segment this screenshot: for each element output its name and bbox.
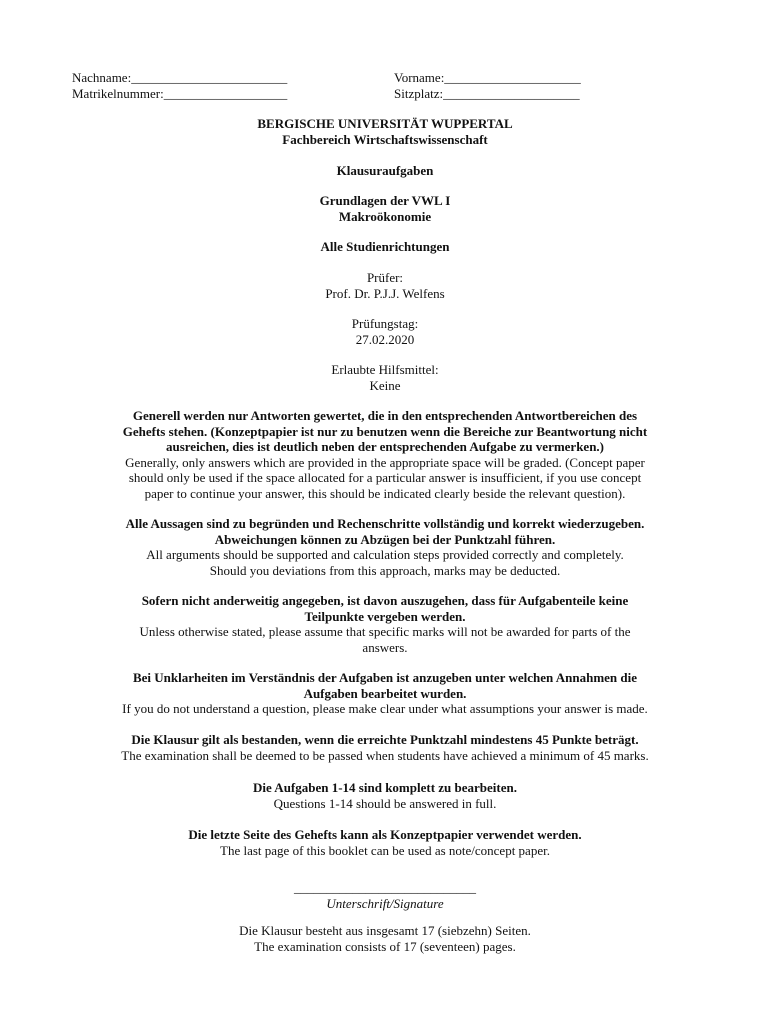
signature-block: [60, 880, 710, 911]
title-block: [60, 116, 710, 147]
examiner: Prüfer: Prof. Dr. P.J.J. Welfens: [325, 270, 445, 301]
signature-line: ____________________________: [294, 880, 476, 895]
university-name: BERGISCHE UNIVERSITÄT WUPPERTAL: [257, 116, 513, 131]
rule-3: Sofern nicht anderweitig angegeben, ist davon auszugehen, dass für Aufgabenteile keine Teilpunkte vergeben werden. Unless otherwise stated, please assume that specific marks will not be awarded for parts of the answers.: [139, 593, 631, 655]
signature-label: Unterschrift/Signature: [326, 895, 444, 911]
audience: Alle Studienrichtungen: [320, 239, 450, 254]
vorname-field: Vorname:_____________________: [394, 70, 581, 85]
allowed-aids: Erlaubte Hilfsmittel: Keine: [331, 362, 439, 393]
rule-1: Generell werden nur Antworten gewertet, die in den entsprechenden Antwortbereichen des Gehefts stehen. (Konzeptpapier ist nur zu benutzen wenn die Bereiche zur Beantwortung nicht ausreichen, dies ist deutlich neben der entsprechenden Aufgabe zu vermerken.) Generally, only answers which are provided in the appropriate space will be graded. (Concept paper should only be used if the space allocated for a particular answer is insufficient, if you use concept paper to continue your answer, this should be indicated clearly beside the relevant question).: [122, 408, 648, 501]
doc-type: Klausuraufgaben: [336, 163, 434, 178]
rule-2: Alle Aussagen sind zu begründen und Rechenschritte vollständig und korrekt wiederzugeben. Abweichungen können zu Abzügen bei der Punktzahl führen. All arguments should be supported and calculation steps provided correctly and completely. Should you deviations from this approach, marks may be deducted.: [125, 516, 645, 578]
sitzplatz-field: Sitzplatz:_____________________: [394, 86, 580, 101]
exam-date: Prüfungstag: 27.02.2020: [351, 316, 419, 347]
page-count: Die Klausur besteht aus insgesamt 17 (siebzehn) Seiten. The examination consists of 17 (seventeen) pages.: [239, 923, 531, 954]
course-title: Grundlagen der VWL I Makroökonomie: [319, 193, 451, 224]
nachname-field: Nachname:________________________: [72, 70, 288, 85]
matrikelnummer-field: Matrikelnummer:___________________: [72, 86, 288, 101]
faculty-name: Fachbereich Wirtschaftswissenschaft: [282, 131, 488, 147]
rule-7: Die letzte Seite des Gehefts kann als Konzeptpapier verwendet werden. The last page of this booklet can be used as note/concept paper.: [188, 827, 582, 858]
rule-5: Die Klausur gilt als bestanden, wenn die erreichte Punktzahl mindestens 45 Punkte beträgt. The examination shall be deemed to be passed when students have achieved a minimum of 45 marks.: [121, 732, 649, 763]
rule-4: Bei Unklarheiten im Verständnis der Aufgaben ist anzugeben unter welchen Annahmen die Aufgaben bearbeitet wurden. If you do not understand a question, please make clear under what assumptions your answer is made.: [122, 670, 648, 716]
rule-6: Die Aufgaben 1-14 sind komplett zu bearbeiten. Questions 1-14 should be answered in full.: [253, 780, 517, 811]
